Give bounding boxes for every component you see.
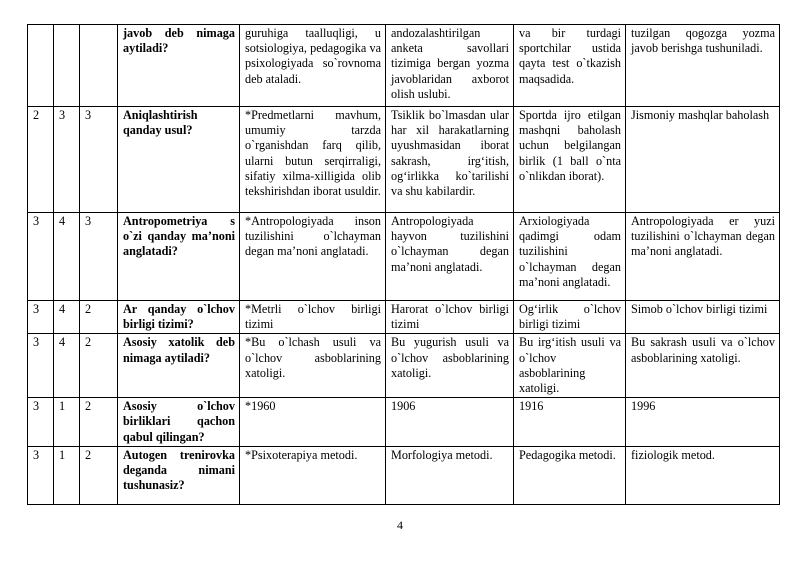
option-c-cell: Pedagogika metodi. xyxy=(514,446,626,504)
option-d-cell: Bu sakrash usuli va o`lchov asboblarining xatoligi. xyxy=(626,334,780,398)
questions-table xyxy=(27,24,780,505)
option-c-cell: Arxiologiyada qadimgi odam tuzilishini o`lchayman degan ma’noni anglatadi. xyxy=(514,213,626,301)
table-row xyxy=(28,213,780,301)
row-number-cell: 2 xyxy=(28,107,54,213)
difficulty-cell: 4 xyxy=(54,213,80,301)
correct-answer-cell: guruhiga taalluqligi, u sotsiologiya, pedagogika va psixologiyada so`rovnoma deb ataladi. xyxy=(240,25,386,107)
question-cell: Asosiy xatolik deb nimaga aytiladi? xyxy=(118,334,240,398)
option-b-cell: Morfologiya metodi. xyxy=(386,446,514,504)
difficulty-cell: 1 xyxy=(54,446,80,504)
question-cell: Aniqlashtirish qanday usul? xyxy=(118,107,240,213)
row-number-cell: 3 xyxy=(28,301,54,334)
option-b-cell: andozalashtirilgan anketa savollari tizimiga bergan yozma javoblaridan axborot olish uslubi. xyxy=(386,25,514,107)
row-number-cell: 3 xyxy=(28,334,54,398)
difficulty-cell xyxy=(54,25,80,107)
correct-answer-cell: *Bu o`lchash usuli va o`lchov asboblarining xatoligi. xyxy=(240,334,386,398)
row-number-cell: 3 xyxy=(28,446,54,504)
option-d-cell: Simob o`lchov birligi tizimi xyxy=(626,301,780,334)
option-d-cell: Antropologiyada er yuzi tuzilishini o`lchayman degan ma’noni anglatadi. xyxy=(626,213,780,301)
difficulty-cell: 4 xyxy=(54,301,80,334)
correct-answer-cell: *Antropologiyada inson tuzilishini o`lchayman degan ma’noni anglatadi. xyxy=(240,213,386,301)
score-cell: 2 xyxy=(80,398,118,447)
correct-answer-cell: *1960 xyxy=(240,398,386,447)
table-row xyxy=(28,301,780,334)
table-row xyxy=(28,25,780,107)
option-c-cell: Og‘irlik o`lchov birligi tizimi xyxy=(514,301,626,334)
difficulty-cell: 1 xyxy=(54,398,80,447)
option-c-cell: Sportda ijro etilgan mashqni baholash uchun belgilangan birlik (1 ball o`nta o`nlikdan iborat). xyxy=(514,107,626,213)
table-row xyxy=(28,107,780,213)
option-b-cell: Harorat o`lchov birligi tizimi xyxy=(386,301,514,334)
option-c-cell: Bu irg‘itish usuli va o`lchov asboblarining xatoligi. xyxy=(514,334,626,398)
question-cell: javob deb nimaga aytiladi? xyxy=(118,25,240,107)
option-b-cell: Tsiklik bo`lmasdan ular har xil harakatlarning uyushmasidan iborat sakrash, irg‘itish, og‘irlikka ko`tarilishi va shu kabilardir. xyxy=(386,107,514,213)
option-b-cell: Antropologiyada hayvon tuzilishini o`lchayman degan ma’noni anglatadi. xyxy=(386,213,514,301)
score-cell xyxy=(80,25,118,107)
score-cell: 2 xyxy=(80,334,118,398)
option-c-cell: 1916 xyxy=(514,398,626,447)
row-number-cell: 3 xyxy=(28,398,54,447)
question-cell: Autogen trenirovka deganda nimani tushunasiz? xyxy=(118,446,240,504)
table-row xyxy=(28,334,780,398)
score-cell: 2 xyxy=(80,301,118,334)
question-cell: Antropometriya s o`zi qanday ma’noni anglatadi? xyxy=(118,213,240,301)
score-cell: 3 xyxy=(80,213,118,301)
option-c-cell: va bir turdagi sportchilar ustida qayta test o`tkazish maqsadida. xyxy=(514,25,626,107)
difficulty-cell: 4 xyxy=(54,334,80,398)
table-row xyxy=(28,398,780,447)
difficulty-cell: 3 xyxy=(54,107,80,213)
row-number-cell: 3 xyxy=(28,213,54,301)
correct-answer-cell: *Psixoterapiya metodi. xyxy=(240,446,386,504)
correct-answer-cell: *Metrli o`lchov birligi tizimi xyxy=(240,301,386,334)
question-cell: Ar qanday o`lchov birligi tizimi? xyxy=(118,301,240,334)
option-d-cell: fiziologik metod. xyxy=(626,446,780,504)
correct-answer-cell: *Predmetlarni mavhum, umumiy tarzda o`rganishdan farq qilib, ularni butun serqirraligi, sifatiy xilma-xilligida olib tekshirishdan iborat usuldir. xyxy=(240,107,386,213)
table-row xyxy=(28,446,780,504)
option-d-cell: 1996 xyxy=(626,398,780,447)
score-cell: 3 xyxy=(80,107,118,213)
option-b-cell: Bu yugurish usuli va o`lchov asboblarining xatoligi. xyxy=(386,334,514,398)
row-number-cell xyxy=(28,25,54,107)
option-d-cell: tuzilgan qogozga yozma javob berishga tushuniladi. xyxy=(626,25,780,107)
question-cell: Asosiy o`lchov birliklari qachon qabul qilingan? xyxy=(118,398,240,447)
page-number: 4 xyxy=(397,518,403,532)
score-cell: 2 xyxy=(80,446,118,504)
option-b-cell: 1906 xyxy=(386,398,514,447)
option-d-cell: Jismoniy mashqlar baholash xyxy=(626,107,780,213)
